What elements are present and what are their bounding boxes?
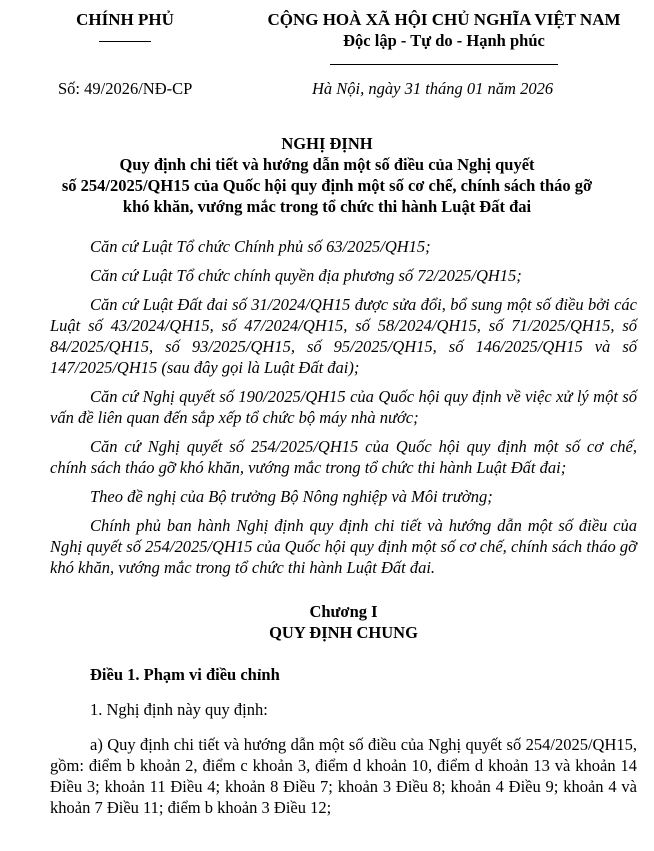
legal-basis: Căn cứ Nghị quyết số 190/2025/QH15 của Quốc hội quy định về việc xử lý một số vấn đề liên quan đến sắp xếp tổ chức bộ máy nhà nước; (50, 387, 637, 427)
article-clause: 1. Nghị định này quy định: (90, 700, 268, 719)
article-heading: Điều 1. Phạm vi điều chỉnh (90, 665, 280, 684)
promulgation-statement: Chính phủ ban hành Nghị định quy định chi tiết và hướng dẫn một số điều của Nghị quyết số 254/2025/QH15 của Quốc hội quy định một số cơ chế, chính sách tháo gỡ khó khăn, vướng mắc trong tổ chức thi hành Luật Đất đai. (50, 516, 637, 577)
document-number: Số: 49/2026/NĐ-CP (58, 79, 193, 98)
legal-basis: Căn cứ Nghị quyết số 254/2025/QH15 của Quốc hội quy định một số cơ chế, chính sách tháo gỡ khó khăn, vướng mắc trong tổ chức thi hành Luật Đất đai; (50, 437, 637, 477)
agency-underline (99, 41, 151, 42)
subject-line: khó khăn, vướng mắc trong tổ chức thi hành Luật Đất đai (122, 197, 532, 216)
motto-underline (330, 64, 558, 65)
article-point: a) Quy định chi tiết và hướng dẫn một số điều của Nghị quyết số 254/2025/QH15, gồm: điểm b khoản 2, điểm c khoản 3, điểm d khoản 10, điểm d khoản 13 và khoản 14 Điều 3; khoản 11 Điều 4; khoản 8 Điều 7; khoản 3 Điều 8; khoản 4 Điều 9; khoản 4 và khoản 7 Điều 11; điểm b khoản 3 Điều 12; (50, 735, 637, 817)
country-name: CỘNG HOÀ XÃ HỘI CHỦ NGHĨA VIỆT NAM (267, 10, 621, 29)
document-type: NGHỊ ĐỊNH (281, 134, 373, 153)
document-title (0, 134, 654, 217)
chapter-name: QUY ĐỊNH CHUNG (269, 623, 418, 642)
issuing-agency: CHÍNH PHỦ (76, 10, 174, 29)
chapter-number: Chương I (309, 602, 378, 621)
legal-basis: Căn cứ Luật Đất đai số 31/2024/QH15 được sửa đổi, bổ sung một số điều bởi các Luật số 43/2024/QH15, số 47/2024/QH15, số 58/2024/QH15, số 71/2025/QH15, số 84/2025/QH15, số 93/2025/QH15, số 95/2025/QH15, số 146/2025/QH15 và số 147/2025/QH15 (sau đây gọi là Luật Đất đai); (50, 295, 637, 377)
document-body (50, 236, 637, 818)
subject-line: Quy định chi tiết và hướng dẫn một số điều của Nghị quyết (119, 155, 535, 174)
legal-basis: Căn cứ Luật Tổ chức Chính phủ số 63/2025/QH15; (90, 237, 431, 256)
national-title-block (238, 10, 650, 65)
legal-basis: Căn cứ Luật Tổ chức chính quyền địa phương số 72/2025/QH15; (90, 266, 522, 285)
subject-line: số 254/2025/QH15 của Quốc hội quy định một số cơ chế, chính sách tháo gỡ (61, 176, 593, 195)
proposal-statement: Theo đề nghị của Bộ trưởng Bộ Nông nghiệp và Môi trường; (90, 487, 493, 506)
issuing-agency-block (50, 10, 200, 42)
national-motto: Độc lập - Tự do - Hạnh phúc (343, 31, 545, 50)
place-and-date: Hà Nội, ngày 31 tháng 01 năm 2026 (312, 79, 554, 98)
